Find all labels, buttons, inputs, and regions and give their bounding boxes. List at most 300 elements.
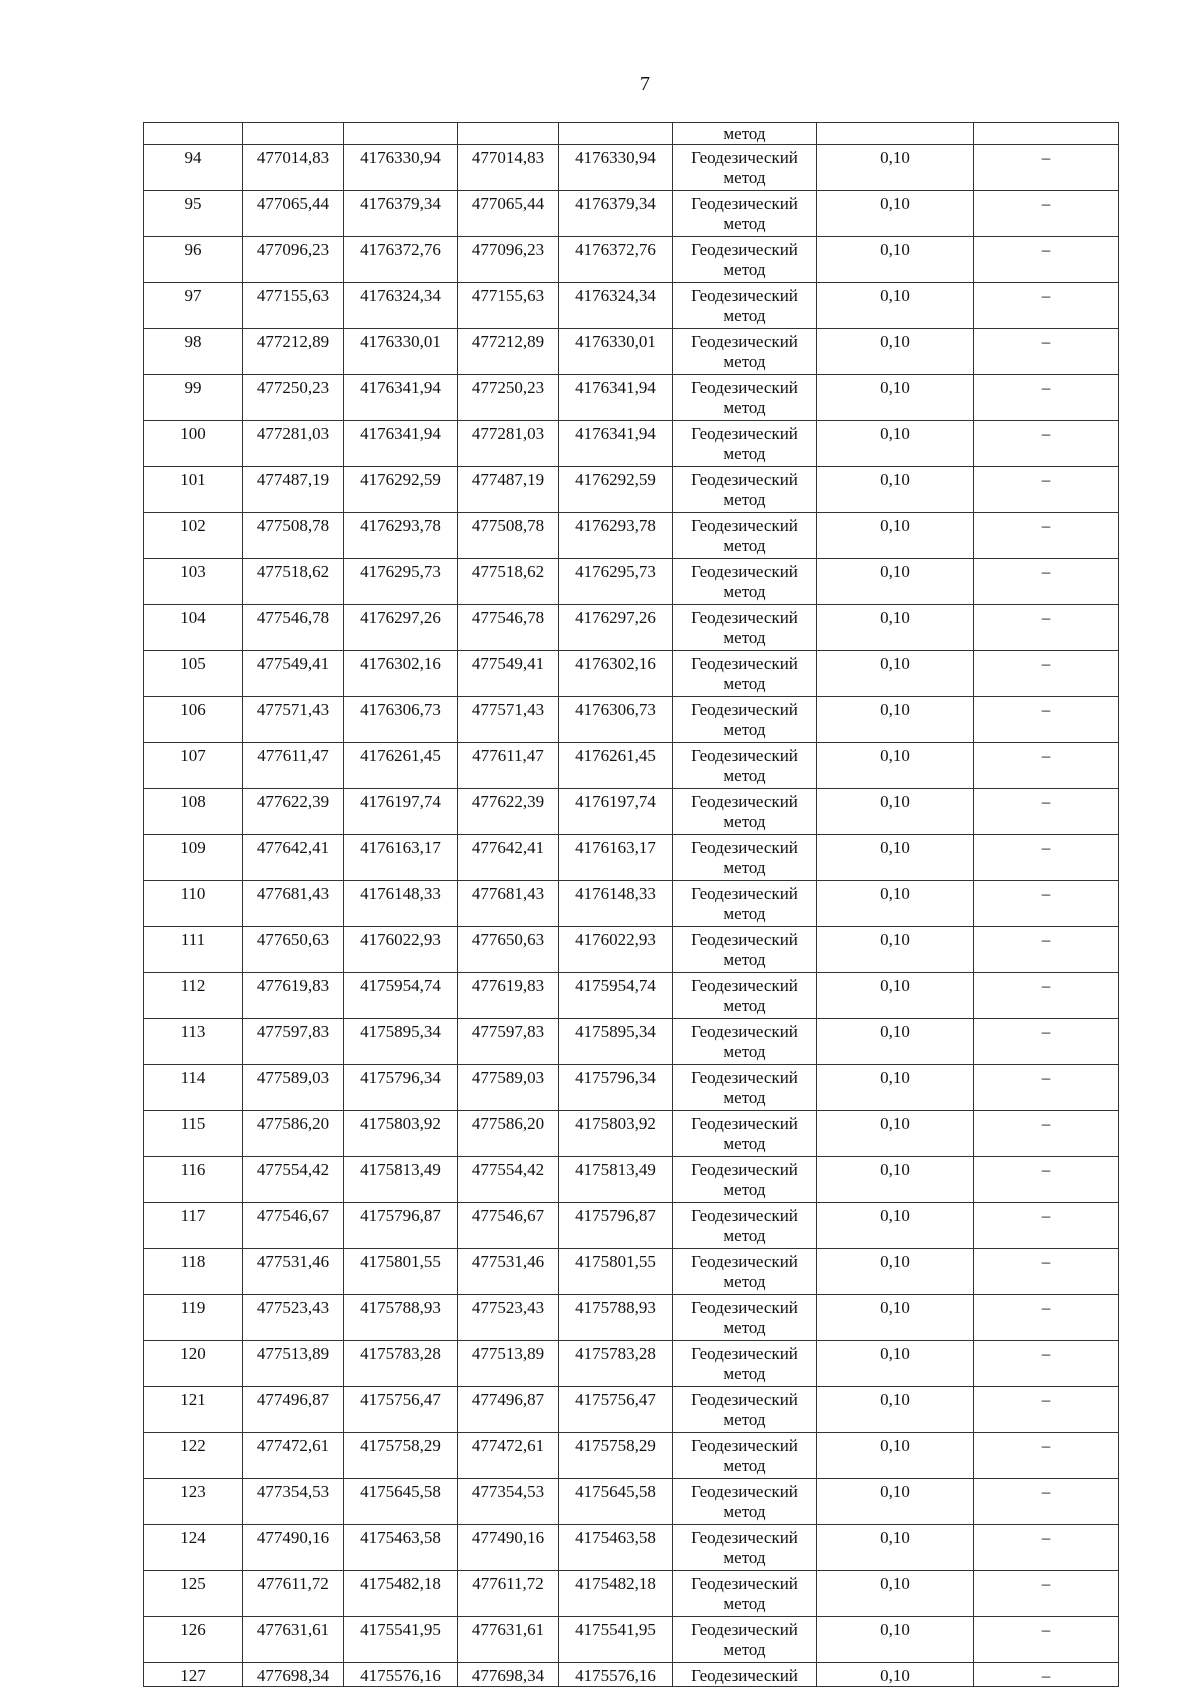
x2-cell: 477014,83 bbox=[458, 145, 559, 191]
note-cell: – bbox=[974, 1479, 1119, 1525]
method-cell: метод bbox=[673, 123, 817, 145]
y1-cell: 4175801,55 bbox=[344, 1249, 458, 1295]
note-cell: – bbox=[974, 421, 1119, 467]
x1-cell: 477155,63 bbox=[243, 283, 344, 329]
method-label-line2: метод bbox=[723, 904, 766, 923]
x2-cell: 477496,87 bbox=[458, 1387, 559, 1433]
x1-cell: 477611,72 bbox=[243, 1571, 344, 1617]
y2-cell: 4176330,01 bbox=[559, 329, 673, 375]
method-label-line2: метод bbox=[723, 1042, 766, 1061]
method-label-line2: метод bbox=[723, 996, 766, 1015]
y2-cell: 4176341,94 bbox=[559, 421, 673, 467]
error-cell: 0,10 bbox=[817, 1387, 974, 1433]
x1-cell: 477518,62 bbox=[243, 559, 344, 605]
error-cell: 0,10 bbox=[817, 1203, 974, 1249]
point-number-cell: 120 bbox=[144, 1341, 243, 1387]
error-cell: 0,10 bbox=[817, 467, 974, 513]
method-label-line1: Геодезический bbox=[691, 1068, 798, 1087]
method-label-line2: метод bbox=[723, 1226, 766, 1245]
table-row bbox=[144, 881, 1119, 927]
method-cell bbox=[673, 697, 817, 743]
y1-cell: 4176379,34 bbox=[344, 191, 458, 237]
method-label-line1: Геодезический bbox=[691, 424, 798, 443]
x2-cell: 477549,41 bbox=[458, 651, 559, 697]
x1-cell: 477496,87 bbox=[243, 1387, 344, 1433]
method-label-line1: Геодезический bbox=[691, 562, 798, 581]
x2-cell: 477619,83 bbox=[458, 973, 559, 1019]
table-row bbox=[144, 1433, 1119, 1479]
error-cell: 0,10 bbox=[817, 1525, 974, 1571]
point-number-cell: 98 bbox=[144, 329, 243, 375]
table-row bbox=[144, 973, 1119, 1019]
method-label-line2: метод bbox=[723, 260, 766, 279]
x2-cell: 477586,20 bbox=[458, 1111, 559, 1157]
note-cell: – bbox=[974, 1525, 1119, 1571]
y1-cell: 4175756,47 bbox=[344, 1387, 458, 1433]
x2-cell: 477212,89 bbox=[458, 329, 559, 375]
method-label-line2: метод bbox=[723, 1594, 766, 1613]
x2-cell: 477622,39 bbox=[458, 789, 559, 835]
method-label-line1: Геодезический bbox=[691, 1482, 798, 1501]
y2-cell: 4175645,58 bbox=[559, 1479, 673, 1525]
x2-cell: 477642,41 bbox=[458, 835, 559, 881]
x1-cell: 477597,83 bbox=[243, 1019, 344, 1065]
y1-cell: 4176292,59 bbox=[344, 467, 458, 513]
method-label-line1: Геодезический bbox=[691, 516, 798, 535]
method-label-line1: Геодезический bbox=[691, 286, 798, 305]
note-cell: – bbox=[974, 1341, 1119, 1387]
method-label-line2: метод bbox=[723, 1640, 766, 1659]
x2-cell: 477546,78 bbox=[458, 605, 559, 651]
method-label-line2: метод bbox=[723, 1364, 766, 1383]
method-cell bbox=[673, 973, 817, 1019]
point-number-cell: 96 bbox=[144, 237, 243, 283]
x2-cell: 477681,43 bbox=[458, 881, 559, 927]
note-cell: – bbox=[974, 1295, 1119, 1341]
table-cell bbox=[144, 123, 243, 145]
point-number-cell: 125 bbox=[144, 1571, 243, 1617]
error-cell: 0,10 bbox=[817, 743, 974, 789]
x1-cell: 477642,41 bbox=[243, 835, 344, 881]
point-number-cell: 127 bbox=[144, 1663, 243, 1687]
table-row bbox=[144, 559, 1119, 605]
point-number-cell: 121 bbox=[144, 1387, 243, 1433]
method-label-line2: метод bbox=[723, 352, 766, 371]
y2-cell: 4176324,34 bbox=[559, 283, 673, 329]
point-number-cell: 126 bbox=[144, 1617, 243, 1663]
method-cell bbox=[673, 375, 817, 421]
y2-cell: 4176295,73 bbox=[559, 559, 673, 605]
error-cell: 0,10 bbox=[817, 145, 974, 191]
error-cell: 0,10 bbox=[817, 1571, 974, 1617]
x2-cell: 477472,61 bbox=[458, 1433, 559, 1479]
point-number-cell: 112 bbox=[144, 973, 243, 1019]
method-cell bbox=[673, 1433, 817, 1479]
x1-cell: 477096,23 bbox=[243, 237, 344, 283]
table-cell bbox=[974, 123, 1119, 145]
error-cell: 0,10 bbox=[817, 835, 974, 881]
method-label-line1: Геодезический bbox=[691, 838, 798, 857]
x1-cell: 477611,47 bbox=[243, 743, 344, 789]
method-label-line2: метод bbox=[723, 536, 766, 555]
method-label-line1: Геодезический bbox=[691, 930, 798, 949]
error-cell: 0,10 bbox=[817, 973, 974, 1019]
table-row-continuation bbox=[144, 123, 1119, 145]
note-cell: – bbox=[974, 145, 1119, 191]
y2-cell: 4176022,93 bbox=[559, 927, 673, 973]
x1-cell: 477354,53 bbox=[243, 1479, 344, 1525]
y2-cell: 4176197,74 bbox=[559, 789, 673, 835]
method-label-line2: метод bbox=[723, 1502, 766, 1521]
table-row bbox=[144, 1019, 1119, 1065]
y2-cell: 4176163,17 bbox=[559, 835, 673, 881]
y2-cell: 4175463,58 bbox=[559, 1525, 673, 1571]
x2-cell: 477698,34 bbox=[458, 1663, 559, 1687]
method-cell bbox=[673, 1341, 817, 1387]
note-cell: – bbox=[974, 513, 1119, 559]
method-label-line1: Геодезический bbox=[691, 332, 798, 351]
method-cell bbox=[673, 329, 817, 375]
method-label-line1: Геодезический bbox=[691, 1022, 798, 1041]
method-label-line2: метод bbox=[723, 812, 766, 831]
y1-cell: 4175645,58 bbox=[344, 1479, 458, 1525]
x2-cell: 477096,23 bbox=[458, 237, 559, 283]
y2-cell: 4176330,94 bbox=[559, 145, 673, 191]
method-cell bbox=[673, 1663, 817, 1687]
table-row bbox=[144, 1111, 1119, 1157]
x2-cell: 477250,23 bbox=[458, 375, 559, 421]
x2-cell: 477589,03 bbox=[458, 1065, 559, 1111]
point-number-cell: 94 bbox=[144, 145, 243, 191]
x1-cell: 477622,39 bbox=[243, 789, 344, 835]
y2-cell: 4176261,45 bbox=[559, 743, 673, 789]
note-cell: – bbox=[974, 743, 1119, 789]
point-number-cell: 105 bbox=[144, 651, 243, 697]
y1-cell: 4175576,16 bbox=[344, 1663, 458, 1687]
x1-cell: 477212,89 bbox=[243, 329, 344, 375]
y1-cell: 4176330,01 bbox=[344, 329, 458, 375]
method-label-line1: Геодезический bbox=[691, 240, 798, 259]
error-cell: 0,10 bbox=[817, 1249, 974, 1295]
method-cell bbox=[673, 191, 817, 237]
method-cell bbox=[673, 927, 817, 973]
table-row bbox=[144, 1525, 1119, 1571]
x1-cell: 477549,41 bbox=[243, 651, 344, 697]
method-label-line1: Геодезический bbox=[691, 976, 798, 995]
x1-cell: 477589,03 bbox=[243, 1065, 344, 1111]
error-cell: 0,10 bbox=[817, 375, 974, 421]
method-cell bbox=[673, 605, 817, 651]
x2-cell: 477631,61 bbox=[458, 1617, 559, 1663]
method-label-line2: метод bbox=[723, 214, 766, 233]
note-cell: – bbox=[974, 927, 1119, 973]
x2-cell: 477281,03 bbox=[458, 421, 559, 467]
note-cell: – bbox=[974, 467, 1119, 513]
y1-cell: 4176293,78 bbox=[344, 513, 458, 559]
y1-cell: 4176341,94 bbox=[344, 421, 458, 467]
error-cell: 0,10 bbox=[817, 1065, 974, 1111]
method-cell bbox=[673, 1479, 817, 1525]
method-label-line2: метод bbox=[723, 168, 766, 187]
method-label-line2: метод bbox=[723, 720, 766, 739]
table-row bbox=[144, 467, 1119, 513]
method-cell bbox=[673, 1065, 817, 1111]
method-label-line2: метод bbox=[723, 582, 766, 601]
y1-cell: 4175796,34 bbox=[344, 1065, 458, 1111]
y2-cell: 4175576,16 bbox=[559, 1663, 673, 1687]
y2-cell: 4175803,92 bbox=[559, 1111, 673, 1157]
method-cell bbox=[673, 1387, 817, 1433]
method-label-line2: метод bbox=[723, 1088, 766, 1107]
note-cell: – bbox=[974, 1249, 1119, 1295]
error-cell: 0,10 bbox=[817, 191, 974, 237]
table-row bbox=[144, 651, 1119, 697]
method-label-line1: Геодезический bbox=[691, 1206, 798, 1225]
table-row bbox=[144, 1295, 1119, 1341]
table-row bbox=[144, 1065, 1119, 1111]
x2-cell: 477650,63 bbox=[458, 927, 559, 973]
error-cell: 0,10 bbox=[817, 1479, 974, 1525]
note-cell: – bbox=[974, 697, 1119, 743]
y2-cell: 4176306,73 bbox=[559, 697, 673, 743]
method-label-line2: метод bbox=[723, 1134, 766, 1153]
y2-cell: 4175482,18 bbox=[559, 1571, 673, 1617]
y1-cell: 4176341,94 bbox=[344, 375, 458, 421]
error-cell: 0,10 bbox=[817, 1433, 974, 1479]
point-number-cell: 118 bbox=[144, 1249, 243, 1295]
point-number-cell: 123 bbox=[144, 1479, 243, 1525]
x1-cell: 477586,20 bbox=[243, 1111, 344, 1157]
method-cell bbox=[673, 559, 817, 605]
x1-cell: 477250,23 bbox=[243, 375, 344, 421]
method-label-line1: Геодезический bbox=[691, 700, 798, 719]
table-row bbox=[144, 1617, 1119, 1663]
method-cell bbox=[673, 1111, 817, 1157]
note-cell: – bbox=[974, 329, 1119, 375]
method-cell bbox=[673, 789, 817, 835]
note-cell: – bbox=[974, 651, 1119, 697]
method-label-line1: Геодезический bbox=[691, 746, 798, 765]
method-cell bbox=[673, 1525, 817, 1571]
table-row bbox=[144, 927, 1119, 973]
method-cell bbox=[673, 1249, 817, 1295]
point-number-cell: 113 bbox=[144, 1019, 243, 1065]
error-cell: 0,10 bbox=[817, 421, 974, 467]
x2-cell: 477513,89 bbox=[458, 1341, 559, 1387]
x1-cell: 477571,43 bbox=[243, 697, 344, 743]
y2-cell: 4176341,94 bbox=[559, 375, 673, 421]
y1-cell: 4175895,34 bbox=[344, 1019, 458, 1065]
table-row bbox=[144, 605, 1119, 651]
method-label-line2: метод bbox=[723, 1180, 766, 1199]
point-number-cell: 115 bbox=[144, 1111, 243, 1157]
point-number-cell: 122 bbox=[144, 1433, 243, 1479]
error-cell: 0,10 bbox=[817, 789, 974, 835]
x1-cell: 477546,78 bbox=[243, 605, 344, 651]
method-label-line1: Геодезический bbox=[691, 1528, 798, 1547]
method-label-line1: Геодезический bbox=[691, 608, 798, 627]
y2-cell: 4176302,16 bbox=[559, 651, 673, 697]
x1-cell: 477650,63 bbox=[243, 927, 344, 973]
y2-cell: 4175796,87 bbox=[559, 1203, 673, 1249]
point-number-cell: 114 bbox=[144, 1065, 243, 1111]
y1-cell: 4175463,58 bbox=[344, 1525, 458, 1571]
table-row bbox=[144, 1203, 1119, 1249]
y1-cell: 4175813,49 bbox=[344, 1157, 458, 1203]
table-row bbox=[144, 1571, 1119, 1617]
table-row bbox=[144, 513, 1119, 559]
page-number: 7 bbox=[640, 73, 650, 95]
method-label-line1: Геодезический bbox=[691, 1160, 798, 1179]
method-cell bbox=[673, 467, 817, 513]
y1-cell: 4176163,17 bbox=[344, 835, 458, 881]
error-cell: 0,10 bbox=[817, 651, 974, 697]
error-cell: 0,10 bbox=[817, 1617, 974, 1663]
method-cell bbox=[673, 1617, 817, 1663]
method-label-line1: Геодезический bbox=[691, 1574, 798, 1593]
method-label-line1: Геодезический bbox=[691, 148, 798, 167]
point-number-cell: 103 bbox=[144, 559, 243, 605]
note-cell: – bbox=[974, 1571, 1119, 1617]
x1-cell: 477065,44 bbox=[243, 191, 344, 237]
table-row bbox=[144, 1479, 1119, 1525]
table-row bbox=[144, 835, 1119, 881]
error-cell: 0,10 bbox=[817, 1111, 974, 1157]
y1-cell: 4176306,73 bbox=[344, 697, 458, 743]
method-label-line1: Геодезический bbox=[691, 1114, 798, 1133]
x2-cell: 477523,43 bbox=[458, 1295, 559, 1341]
table-row bbox=[144, 329, 1119, 375]
point-number-cell: 106 bbox=[144, 697, 243, 743]
error-cell: 0,10 bbox=[817, 927, 974, 973]
y2-cell: 4176148,33 bbox=[559, 881, 673, 927]
table-row bbox=[144, 697, 1119, 743]
y2-cell: 4175801,55 bbox=[559, 1249, 673, 1295]
x2-cell: 477531,46 bbox=[458, 1249, 559, 1295]
point-number-cell: 107 bbox=[144, 743, 243, 789]
note-cell: – bbox=[974, 973, 1119, 1019]
y1-cell: 4175803,92 bbox=[344, 1111, 458, 1157]
method-cell bbox=[673, 513, 817, 559]
method-cell bbox=[673, 1571, 817, 1617]
x1-cell: 477523,43 bbox=[243, 1295, 344, 1341]
note-cell: – bbox=[974, 1663, 1119, 1687]
note-cell: – bbox=[974, 191, 1119, 237]
x2-cell: 477487,19 bbox=[458, 467, 559, 513]
method-label-line2: метод bbox=[723, 1548, 766, 1567]
y1-cell: 4176330,94 bbox=[344, 145, 458, 191]
x1-cell: 477631,61 bbox=[243, 1617, 344, 1663]
table-row bbox=[144, 1341, 1119, 1387]
method-label-line2: метод bbox=[723, 490, 766, 509]
x2-cell: 477597,83 bbox=[458, 1019, 559, 1065]
x1-cell: 477698,34 bbox=[243, 1663, 344, 1687]
note-cell: – bbox=[974, 1617, 1119, 1663]
method-label-line1: Геодезический bbox=[691, 1344, 798, 1363]
table-cell bbox=[458, 123, 559, 145]
y2-cell: 4175541,95 bbox=[559, 1617, 673, 1663]
x1-cell: 477490,16 bbox=[243, 1525, 344, 1571]
table-row bbox=[144, 1157, 1119, 1203]
method-cell bbox=[673, 835, 817, 881]
table-row bbox=[144, 283, 1119, 329]
table-row bbox=[144, 191, 1119, 237]
note-cell: – bbox=[974, 283, 1119, 329]
method-label-line1: Геодезический bbox=[691, 194, 798, 213]
method-label-line2: метод bbox=[723, 766, 766, 785]
note-cell: – bbox=[974, 1203, 1119, 1249]
method-cell bbox=[673, 1019, 817, 1065]
x1-cell: 477531,46 bbox=[243, 1249, 344, 1295]
coordinates-table bbox=[143, 122, 1119, 1687]
point-number-cell: 124 bbox=[144, 1525, 243, 1571]
y1-cell: 4176324,34 bbox=[344, 283, 458, 329]
method-label-line2: метод bbox=[723, 1410, 766, 1429]
y2-cell: 4176379,34 bbox=[559, 191, 673, 237]
note-cell: – bbox=[974, 605, 1119, 651]
note-cell: – bbox=[974, 1065, 1119, 1111]
y2-cell: 4175796,34 bbox=[559, 1065, 673, 1111]
method-label-line1: Геодезический bbox=[691, 378, 798, 397]
table-cell bbox=[817, 123, 974, 145]
table-row bbox=[144, 789, 1119, 835]
note-cell: – bbox=[974, 1157, 1119, 1203]
error-cell: 0,10 bbox=[817, 1157, 974, 1203]
error-cell: 0,10 bbox=[817, 237, 974, 283]
note-cell: – bbox=[974, 789, 1119, 835]
x1-cell: 477472,61 bbox=[243, 1433, 344, 1479]
y1-cell: 4176261,45 bbox=[344, 743, 458, 789]
x2-cell: 477508,78 bbox=[458, 513, 559, 559]
method-cell bbox=[673, 1157, 817, 1203]
note-cell: – bbox=[974, 237, 1119, 283]
note-cell: – bbox=[974, 1111, 1119, 1157]
note-cell: – bbox=[974, 881, 1119, 927]
method-cell bbox=[673, 743, 817, 789]
x2-cell: 477611,47 bbox=[458, 743, 559, 789]
note-cell: – bbox=[974, 835, 1119, 881]
coordinates-table-body bbox=[144, 123, 1119, 1687]
method-cell bbox=[673, 1203, 817, 1249]
x2-cell: 477354,53 bbox=[458, 1479, 559, 1525]
table-row bbox=[144, 1663, 1119, 1687]
method-label-line2: метод bbox=[723, 674, 766, 693]
table-row bbox=[144, 145, 1119, 191]
note-cell: – bbox=[974, 1019, 1119, 1065]
method-label-line1: Геодезический bbox=[691, 884, 798, 903]
point-number-cell: 117 bbox=[144, 1203, 243, 1249]
table-row bbox=[144, 743, 1119, 789]
method-label-line1: Геодезический bbox=[691, 1298, 798, 1317]
y1-cell: 4175482,18 bbox=[344, 1571, 458, 1617]
method-cell bbox=[673, 145, 817, 191]
note-cell: – bbox=[974, 559, 1119, 605]
method-label-line2: метод bbox=[723, 306, 766, 325]
method-cell bbox=[673, 283, 817, 329]
y1-cell: 4175796,87 bbox=[344, 1203, 458, 1249]
error-cell: 0,10 bbox=[817, 605, 974, 651]
y2-cell: 4176293,78 bbox=[559, 513, 673, 559]
x1-cell: 477281,03 bbox=[243, 421, 344, 467]
method-label-line2: метод bbox=[723, 444, 766, 463]
note-cell: – bbox=[974, 375, 1119, 421]
method-cell bbox=[673, 881, 817, 927]
method-label-line2: метод bbox=[723, 1456, 766, 1475]
method-label-line1: Геодезический bbox=[691, 792, 798, 811]
point-number-cell: 101 bbox=[144, 467, 243, 513]
note-cell: – bbox=[974, 1433, 1119, 1479]
method-cell bbox=[673, 421, 817, 467]
